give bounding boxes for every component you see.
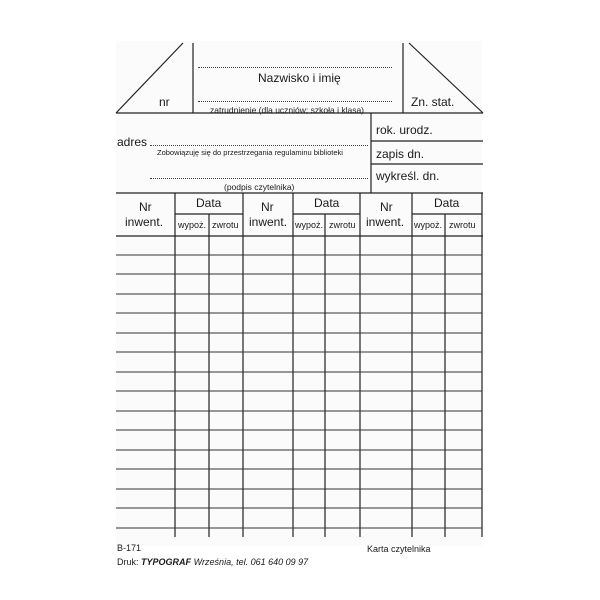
inventory-number-header-3b: inwent.	[366, 215, 405, 229]
employment-label: zatrudnienie (dla uczniów; szkoła i klasa)	[210, 105, 365, 115]
return-header-3: zwrotu	[449, 220, 476, 230]
signature-caption: (podpis czytelnika)	[224, 182, 295, 192]
print-info	[117, 558, 308, 567]
date-header-3: Data	[434, 196, 460, 210]
registration-date-label: zapis dn.	[376, 147, 425, 161]
header-diagonal-left	[116, 43, 183, 113]
return-header-1: zwrotu	[212, 220, 239, 230]
name-label: Nazwisko i imię	[258, 71, 341, 85]
employment-dotted-line	[198, 101, 392, 102]
borrow-header-1: wypoż.	[178, 220, 207, 230]
removal-date-label: wykreśl. dn.	[376, 169, 440, 183]
inventory-number-header-2b: inwent.	[249, 215, 288, 229]
printer-name: TYPOGRAF	[141, 557, 192, 567]
borrow-header-2: wypoż.	[295, 220, 324, 230]
card-title: Karta czytelnika	[367, 544, 431, 554]
inventory-number-header-1b: inwent.	[125, 215, 164, 229]
date-header-1: Data	[196, 196, 222, 210]
pledge-text: Zobowiązuję się do przestrzegania regulaminu biblioteki	[157, 148, 343, 157]
status-label: Zn. stat.	[411, 95, 455, 109]
address-dotted-line	[150, 145, 368, 146]
table-rows	[116, 255, 482, 528]
date-header-2: Data	[314, 196, 340, 210]
name-dotted-line	[198, 67, 392, 68]
printer-details: Września, tel. 061 640 09 97	[193, 557, 309, 567]
return-header-2: zwrotu	[329, 220, 356, 230]
borrow-header-3: wypoż.	[414, 220, 443, 230]
inventory-number-header-3: Nr	[380, 200, 393, 214]
nr-label: nr	[159, 95, 170, 109]
print-prefix: Druk:	[117, 557, 139, 567]
address-label: adres	[117, 135, 148, 149]
inventory-number-header-1: Nr	[139, 200, 152, 214]
signature-dotted-line	[150, 178, 368, 179]
birth-year-label: rok. urodz.	[376, 123, 433, 137]
form-code: B-171	[117, 543, 142, 553]
inventory-number-header-2: Nr	[261, 200, 274, 214]
